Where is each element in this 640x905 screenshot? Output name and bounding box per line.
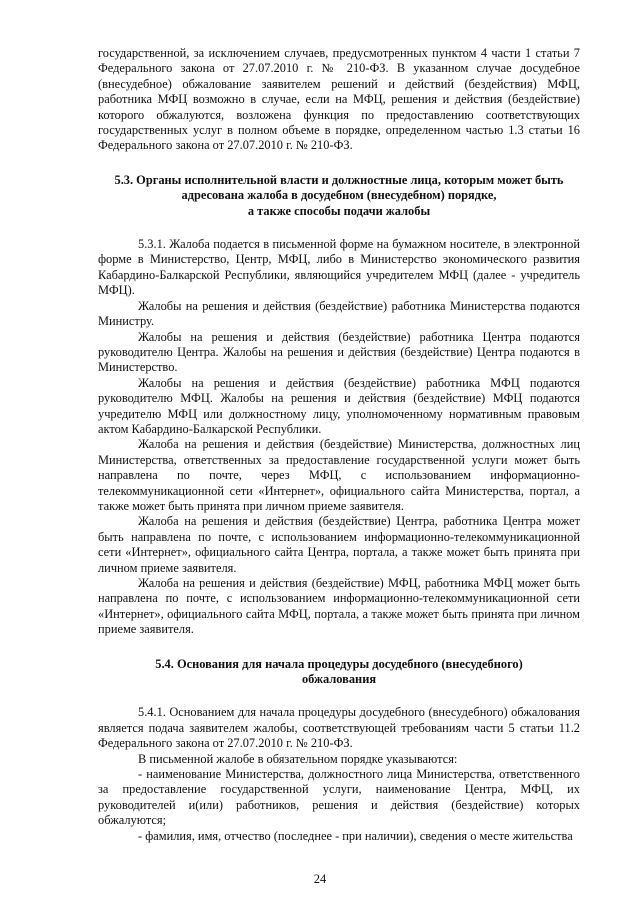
paragraph: Жалоба на решения и действия (бездействие) МФЦ, работника МФЦ может быть направлена по почте, с использованием информационно-телекоммуникационной сети «Интернет», официального сайта МФЦ, портала, а также может быть принята при личном приеме заявителя.	[98, 576, 580, 637]
heading-line: 5.4. Основания для начала процедуры досудебного (внесудебного)	[155, 656, 523, 671]
paragraph: Жалобы на решения и действия (бездействие) работника МФЦ подаются руководителю МФЦ. Жалобы на решения и действия (бездействие) МФЦ подаются учредителю МФЦ или должностному лицу, уполномоченному нормативным правовым актом Кабардино-Балкарской Республики.	[98, 375, 580, 436]
paragraph: Жалобы на решения и действия (бездействие) работника Министерства подаются Министру.	[98, 298, 580, 329]
paragraph-5-3-1: 5.3.1. Жалоба подается в письменной форме на бумажном носителе, в электронной форме в Министерство, Центр, МФЦ, либо в Министерство экономического развития Кабардино-Балкарской Республики, являющийся учредителем МФЦ (далее - учредитель МФЦ).	[98, 237, 580, 298]
heading-line: адресована жалоба в досудебном (внесудебном) порядке,	[181, 188, 497, 203]
paragraph: Жалобы на решения и действия (бездействие) работника Центра подаются руководителю Центра. Жалобы на решения и действия (бездействие) Центра подаются в Министерство.	[98, 329, 580, 375]
section-heading-5-3	[98, 173, 580, 219]
document-body	[98, 46, 580, 844]
list-item: - наименование Министерства, должностного лица Министерства, ответственного за предоставление государственной услуги, наименование Центра, МФЦ, их руководителей и(или) работников, решения и действия (бездействие) которых обжалуются;	[98, 767, 580, 828]
paragraph-continuation: государственной, за исключением случаев, предусмотренных пунктом 4 части 1 статьи 7 Федерального закона от 27.07.2010 г. № 210-ФЗ. В указанном случае досудебное (внесудебное) обжалование заявителем решений и действий (бездействия) МФЦ, работника МФЦ возможно в случае, если на МФЦ, решения и действия (бездействие) которого обжалуются, возложена функция по предоставлению соответствующих государственных услуг в полном объеме в порядке, определенном частью 1.3 статьи 16 Федерального закона от 27.07.2010 г. № 210-ФЗ.	[98, 46, 580, 153]
section-heading-5-4	[98, 657, 580, 688]
heading-line: 5.3. Органы исполнительной власти и должностные лица, которым может быть	[114, 172, 564, 187]
heading-line: а также способы подачи жалобы	[247, 203, 431, 218]
heading-line: обжалования	[301, 672, 377, 687]
paragraph: В письменной жалобе в обязательном порядке указываются:	[138, 751, 458, 766]
paragraph: Жалоба на решения и действия (бездействие) Министерства, должностных лиц Министерства, ответственных за предоставление государственной услуги может быть направлена по почте, через МФЦ, с использованием информационно-телекоммуникационной сети «Интернет», официального сайта Министерства, портал, а также может быть принята при личном приеме заявителя.	[98, 437, 580, 513]
paragraph: Жалоба на решения и действия (бездействие) Центра, работника Центра может быть направлена по почте, с использованием информационно-телекоммуникационной сети «Интернет», официального сайта Центра, портала, а также может быть принята при личном приеме заявителя.	[98, 514, 580, 575]
page-number: 24	[313, 872, 327, 886]
paragraph-5-4-1: 5.4.1. Основанием для начала процедуры досудебного (внесудебного) обжалования является подача заявителем жалобы, соответствующей требованиям части 5 статьи 11.2 Федерального закона от 27.07.2010 г. № 210-ФЗ.	[98, 705, 580, 751]
list-item: - фамилия, имя, отчество (последнее - при наличии), сведения о месте жительства	[138, 828, 573, 843]
